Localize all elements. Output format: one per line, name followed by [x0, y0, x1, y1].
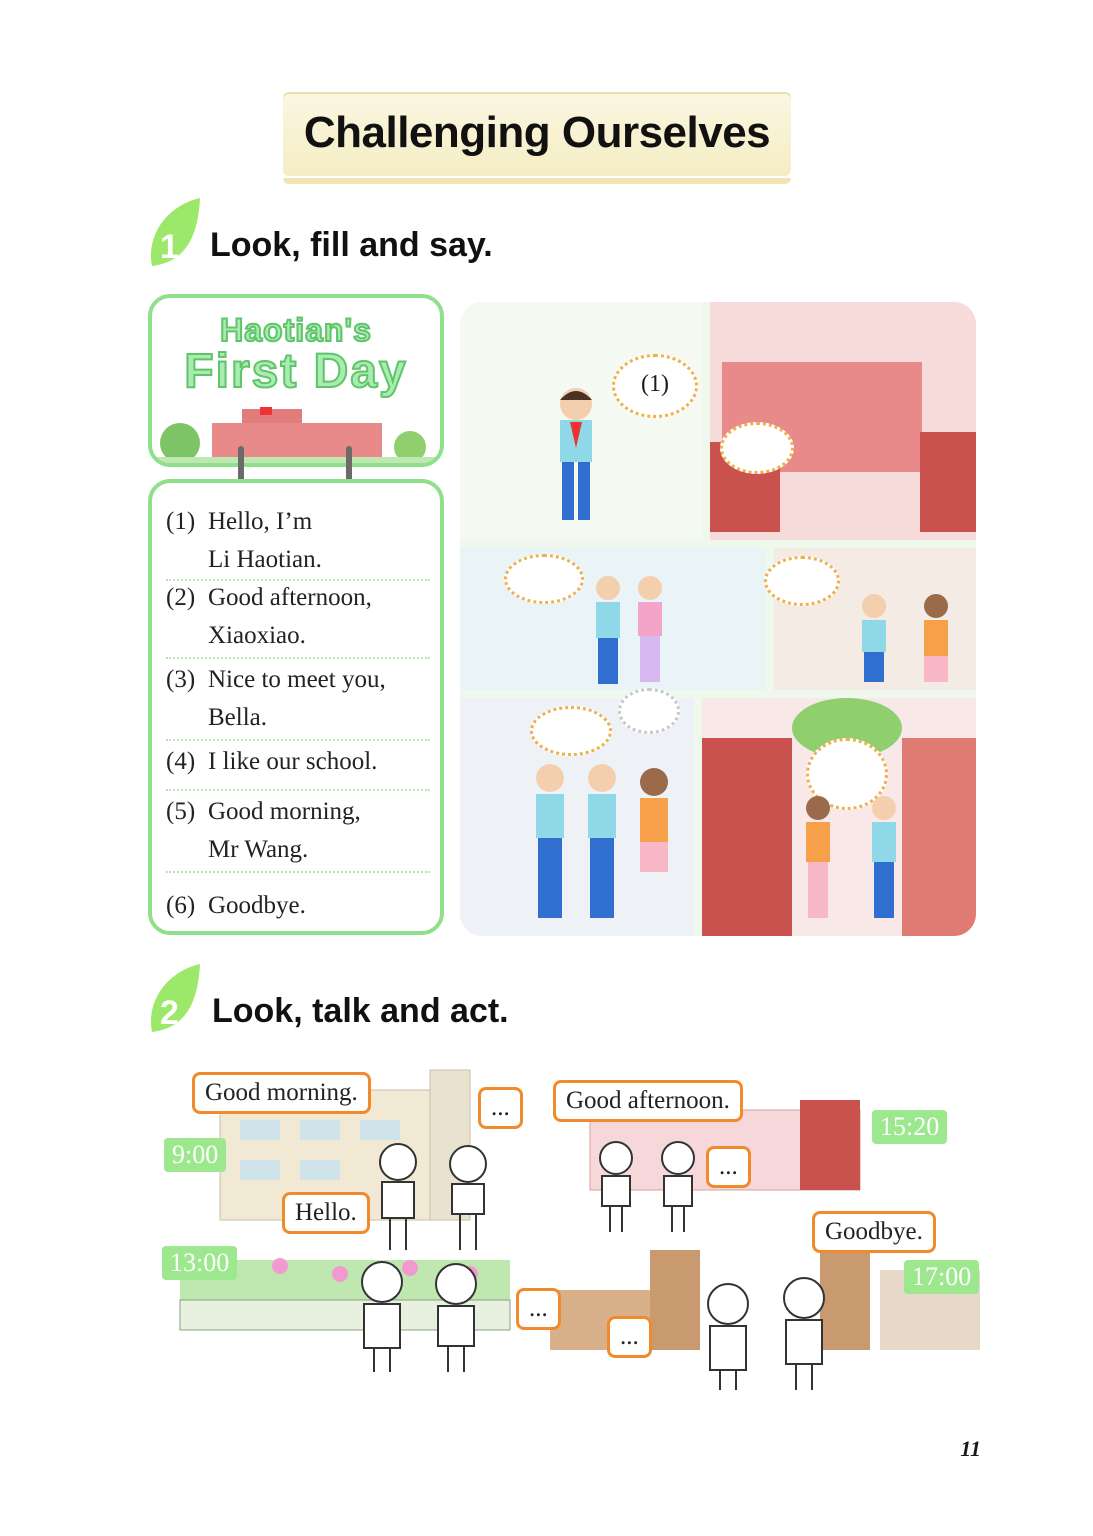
- list-item: (3) Nice to meet you, Bella.: [166, 666, 386, 731]
- comic-panel: [710, 302, 976, 540]
- list-item: (2) Good afternoon, Xiaoxiao.: [166, 584, 372, 649]
- speech-bubble: [530, 706, 612, 756]
- speech-box-evening: Goodbye.: [812, 1211, 936, 1253]
- section1-title: Look, fill and say.: [210, 226, 493, 264]
- comic-panel: [460, 302, 702, 540]
- speech-box-morning: Good morning.: [192, 1072, 371, 1114]
- school-building-illustration: [152, 403, 440, 463]
- list-item: (1) Hello, I’m Li Haotian.: [166, 508, 322, 573]
- comic-panel: [460, 548, 766, 690]
- time-label-noon: 13:00: [162, 1246, 237, 1280]
- speech-box-noon-reply: ...: [516, 1288, 561, 1330]
- leaf-number-icon: [146, 962, 202, 1036]
- children-characters: [798, 788, 908, 928]
- leaf-number-icon: [146, 196, 202, 270]
- poster-card: [148, 294, 444, 467]
- comic-panel: [774, 548, 976, 690]
- sentence-list: [148, 479, 444, 935]
- time-label-evening: 17:00: [904, 1260, 979, 1294]
- divider: [166, 657, 430, 659]
- divider: [166, 739, 430, 741]
- section2-number: 2: [160, 994, 179, 1032]
- speech-bubble: (1): [612, 354, 698, 418]
- page-number: 11: [960, 1436, 981, 1461]
- list-item: (4) I like our school.: [166, 748, 378, 775]
- speech-bubble: [504, 554, 584, 604]
- section2-title: Look, talk and act.: [212, 992, 509, 1030]
- boy-character: [546, 382, 606, 532]
- comic-panel: [460, 698, 694, 936]
- speech-box-afternoon: Good afternoon.: [553, 1080, 743, 1122]
- children-characters: [844, 588, 964, 688]
- comic-panels: [460, 302, 976, 936]
- page-title: Challenging Ourselves: [303, 108, 771, 157]
- section1-number: 1: [160, 228, 179, 266]
- time-label-afternoon: 15:20: [872, 1110, 947, 1144]
- speech-bubble: [720, 422, 794, 474]
- divider: [166, 871, 430, 873]
- comic-panel: [702, 698, 976, 936]
- speech-box-morning-reply: ...: [478, 1087, 523, 1129]
- list-item: (6) Goodbye.: [166, 892, 306, 919]
- divider: [166, 789, 430, 791]
- poster-title-line1: Haotian's: [220, 312, 372, 348]
- speech-box-evening-reply: ...: [607, 1316, 652, 1358]
- speech-box-noon: Hello.: [282, 1192, 370, 1234]
- time-label-morning: 9:00: [164, 1138, 226, 1172]
- speech-box-afternoon-reply: ...: [706, 1146, 751, 1188]
- list-item: (5) Good morning, Mr Wang.: [166, 798, 361, 863]
- speech-bubble: [764, 556, 840, 606]
- title-banner: [283, 92, 791, 176]
- poster-title-line2: First Day: [184, 345, 408, 398]
- children-characters: [586, 572, 676, 688]
- children-characters: [526, 758, 676, 928]
